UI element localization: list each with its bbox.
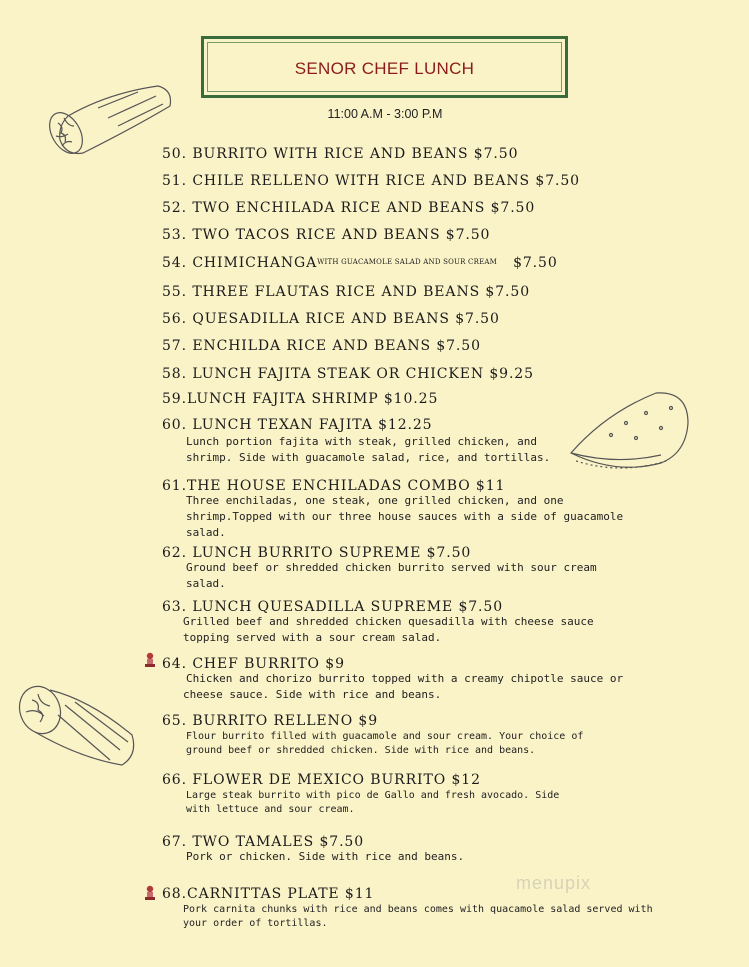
- menu-item-50: 50. BURRITO WITH RICE AND BEANS $7.50: [162, 146, 519, 162]
- menu-item-54: [162, 255, 558, 271]
- menu-item-67-desc-1: Pork or chicken. Side with rice and beans.: [186, 850, 465, 863]
- menu-item-54-price: $7.50: [513, 255, 558, 271]
- menu-item-67: 67. TWO TAMALES $7.50: [162, 834, 365, 850]
- menu-item-54-note: WITH GUACAMOLE SALAD AND SOUR CREAM: [317, 258, 497, 266]
- menu-item-57: 57. ENCHILDA RICE AND BEANS $7.50: [162, 338, 481, 354]
- menu-item-62-desc-1: Ground beef or shredded chicken burrito served with sour cream: [186, 561, 597, 574]
- menu-item-58: 58. LUNCH FAJITA STEAK OR CHICKEN $9.25: [162, 366, 534, 382]
- menu-item-65-desc-2: ground beef or shredded chicken. Side with rice and beans.: [186, 745, 536, 756]
- menu-item-60-desc-1: Lunch portion fajita with steak, grilled chicken, and: [186, 435, 537, 448]
- menu-item-68: 68.CARNITTAS PLATE $11: [162, 886, 375, 902]
- menu-item-59: 59.LUNCH FAJITA SHRIMP $10.25: [162, 391, 439, 407]
- menu-item-63-desc-1: Grilled beef and shredded chicken quesadilla with cheese sauce: [183, 615, 594, 628]
- menu-item-65: 65. BURRITO RELLENO $9: [162, 713, 379, 729]
- menu-item-64: 64. CHEF BURRITO $9: [162, 656, 345, 672]
- menu-item-66-desc-2: with lettuce and sour cream.: [186, 804, 355, 815]
- menu-item-66-desc-1: Large steak burrito with pico de Gallo and fresh avocado. Side: [186, 790, 560, 801]
- menu-item-60: 60. LUNCH TEXAN FAJITA $12.25: [162, 417, 433, 433]
- menu-item-61-desc-2: shrimp.Topped with our three house sauces with a side of guacamole: [186, 510, 624, 523]
- title-banner: [201, 36, 568, 98]
- menu-item-62: 62. LUNCH BURRITO SUPREME $7.50: [162, 545, 472, 561]
- menu-item-53: 53. TWO TACOS RICE AND BEANS $7.50: [162, 227, 491, 243]
- menu-item-64-desc-2: cheese sauce. Side with rice and beans.: [183, 688, 442, 701]
- menu-item-64-desc-1: Chicken and chorizo burrito topped with a creamy chipotle sauce or: [186, 672, 624, 685]
- menu-title: SENOR CHEF LUNCH: [294, 59, 475, 78]
- burrito-drawing-left-icon: [10, 680, 140, 775]
- menu-item-61: 61.THE HOUSE ENCHILADAS COMBO $11: [162, 478, 506, 494]
- lunch-hours: 11:00 A.M - 3:00 P.M: [327, 107, 443, 121]
- burrito-drawing-top-icon: [38, 78, 178, 163]
- menu-item-60-desc-2: shrimp. Side with guacamole salad, rice, and tortillas.: [186, 451, 551, 464]
- quesadilla-drawing-icon: [566, 383, 696, 478]
- menu-item-51: 51. CHILE RELLENO WITH RICE AND BEANS $7.50: [162, 173, 580, 189]
- menu-item-62-desc-2: salad.: [186, 577, 226, 590]
- menu-item-54-title: 54. CHIMICHANGA: [162, 255, 318, 271]
- menu-item-63-desc-2: topping served with a sour cream salad.: [183, 631, 442, 644]
- menu-item-68-desc-2: your order of tortillas.: [183, 918, 328, 929]
- menu-item-52: 52. TWO ENCHILADA RICE AND BEANS $7.50: [162, 200, 536, 216]
- menu-item-65-desc-1: Flour burrito filled with guacamole and sour cream. Your choice of: [186, 731, 584, 742]
- menu-item-61-desc-1: Three enchiladas, one steak, one grilled chicken, and one: [186, 494, 564, 507]
- menu-item-56: 56. QUESADILLA RICE AND BEANS $7.50: [162, 311, 500, 327]
- chef-icon: [143, 652, 157, 668]
- menu-item-63: 63. LUNCH QUESADILLA SUPREME $7.50: [162, 599, 504, 615]
- chef-icon: [143, 885, 157, 901]
- watermark: menupix: [516, 873, 592, 893]
- menu-item-66: 66. FLOWER DE MEXICO BURRITO $12: [162, 772, 481, 788]
- menu-item-68-desc-1: Pork carnita chunks with rice and beans comes with quacamole salad served with: [183, 904, 653, 915]
- menu-item-61-desc-3: salad.: [186, 526, 226, 539]
- menu-item-55: 55. THREE FLAUTAS RICE AND BEANS $7.50: [162, 284, 531, 300]
